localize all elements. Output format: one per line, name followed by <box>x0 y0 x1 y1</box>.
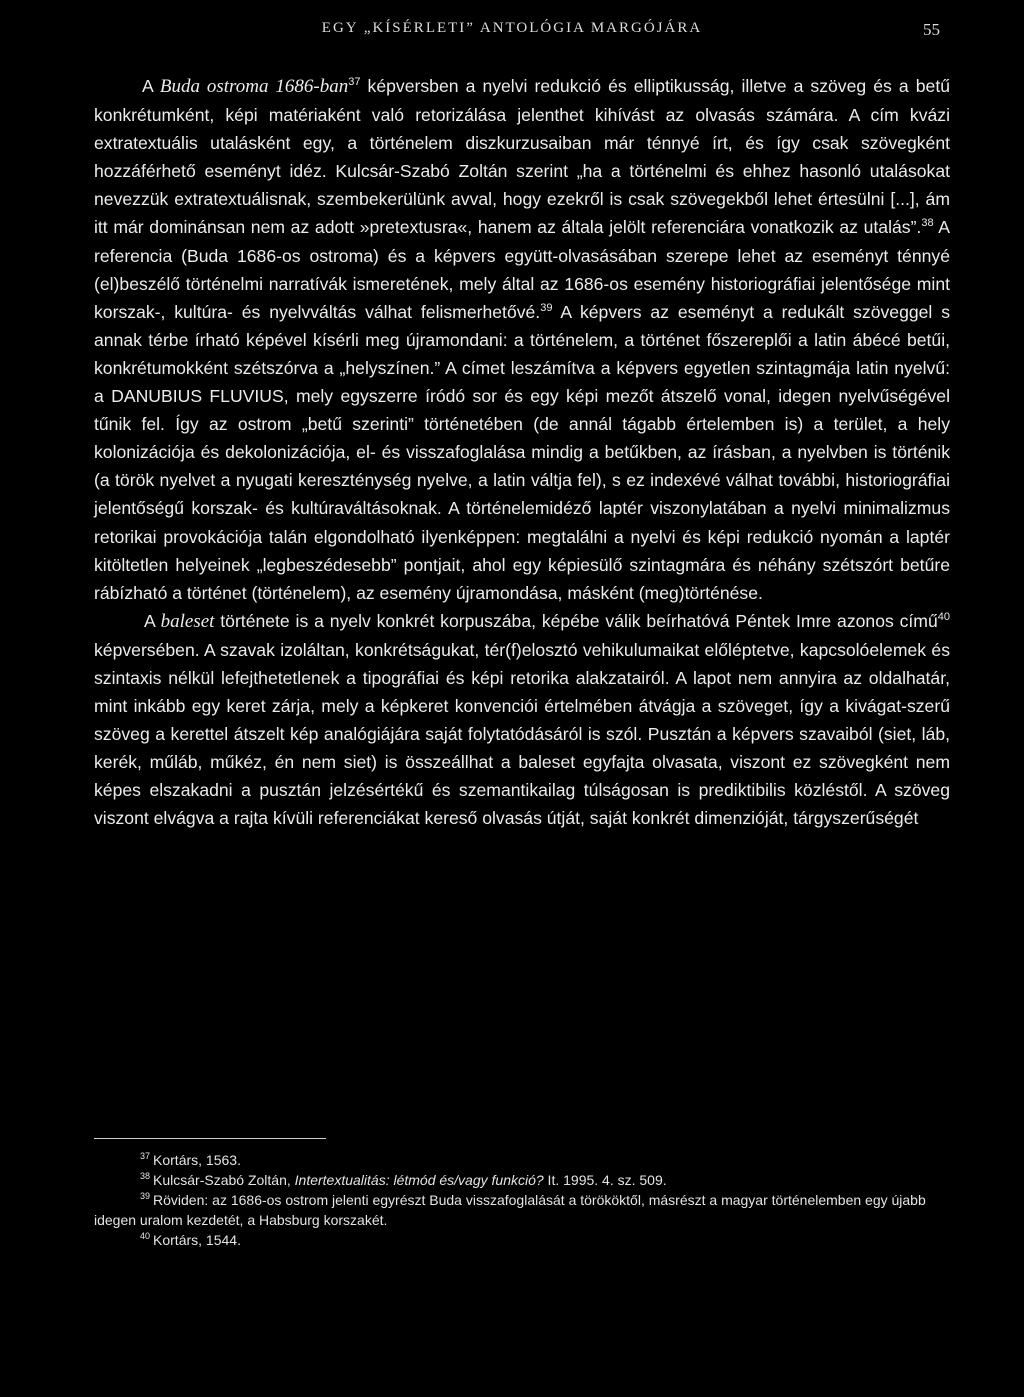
text-run: Kulcsár-Szabó Zoltán, <box>153 1172 295 1188</box>
footnote-reference: 38 <box>921 217 934 230</box>
text-run: Kortárs, 1544. <box>153 1232 241 1248</box>
text-run: A <box>144 610 161 631</box>
footnote-reference: 37 <box>348 76 361 89</box>
italic-text: baleset <box>160 610 215 632</box>
footnote-number: 38 <box>140 1171 151 1182</box>
paragraph <box>94 607 950 833</box>
paragraph <box>94 72 950 607</box>
footnote-separator <box>94 1138 326 1139</box>
italic-text: Buda ostroma 1686-ban <box>159 76 349 97</box>
running-head: EGY „KÍSÉRLETI” ANTOLÓGIA MARGÓJÁRA <box>321 20 703 36</box>
body-text <box>94 72 950 833</box>
footnote-reference: 40 <box>937 610 950 623</box>
text-run: története is a nyelv konkrét korpuszába, képébe válik beírhatóvá Péntek Imre azonos című <box>214 610 938 631</box>
page-header <box>0 20 1024 46</box>
footnote-number: 39 <box>140 1191 151 1202</box>
footnote <box>94 1190 954 1230</box>
footnote-number: 37 <box>140 1151 151 1162</box>
footnote-number: 40 <box>140 1231 151 1242</box>
text-run: A <box>142 76 160 96</box>
text-run: képversében. A szavak izoláltan, konkrétságukat, tér(f)elosztó vehikulumaikat előléptetve, kapcsolóelemek és szintaxis nélkül lefejthetetlenek a tipográfiai és képi retorika alakzatairól. A lapot nem annyira az oldalhatár, mint inkább egy keret zárja, mely a képkeret konvenciói értelmében átvágja a szöveget, így a kivágat-szerű szöveg a kerettel átszelt kép analógiájára saját folytatódásáról is szól. Pusztán a képvers szavaiból (siet, láb, kerék, műláb, műkéz, én nem siet) is összeállhat a baleset egyfajta olvasata, viszont ez szövegként nem képes elszakadni a pusztán jelzésértékű és szemantikailag túlságosan is prediktibilis közléstől. A szöveg viszont elvágva a rajta kívüli referenciákat kereső olvasás útját, saját konkrét dimenzióját, tárgyszerűségét <box>94 639 950 829</box>
text-run: képversben a nyelvi redukció és elliptikusság, illetve a szöveg és a betű konkrétumként, képi matériaként való retorizálása jelenthet kihívást az olvasás számára. A cím kvázi extratextuális utalásként egy, a történelem diszkurzusaiban már ténnyé írt, és így csak szövegként hozzáférhető eseményt idéz. Kulcsár-Szabó Zoltán szerint „ha a történelmi és ehhez hasonló utalásokat nevezzük extratextuálisnak, szembekerülünk avval, hogy ezekről is csak szövegekből lehet értesülni [...], ám itt már dominánsan nem az adott »pretextusra«, hanem az általa jelölt referenciára vonatkozik az utalás”. <box>94 76 950 238</box>
text-run: It. 1995. 4. sz. 509. <box>543 1172 667 1188</box>
footnote <box>94 1230 954 1250</box>
footnotes <box>94 1150 954 1250</box>
text-run: Kortárs, 1563. <box>153 1152 241 1168</box>
text-run: Röviden: az 1686-os ostrom jelenti egyrészt Buda visszafoglalását a törököktől, másrészt a magyar történelemben egy újabb idegen uralom kezdetét, a Habsburg korszakét. <box>94 1192 926 1228</box>
footnote <box>94 1150 954 1170</box>
italic-text: Intertextualitás: létmód és/vagy funkció? <box>294 1172 544 1188</box>
footnote-reference: 39 <box>540 301 553 314</box>
text-run: A referencia (Buda 1686-os ostroma) és a képvers együtt-olvasásában szerepe lehet az eseményt ténnyé (el)beszélő történelmi narratívák ismeretének, mely által az 1686-os esemény historiográfiai jelentősége mint korszak-, kultúra- és nyelvváltás válhat felismerhetővé. <box>94 217 950 322</box>
page-number: 55 <box>923 20 940 39</box>
footnote <box>94 1170 954 1190</box>
text-run: A képvers az eseményt a redukált szöveggel s annak térbe írható képével kísérli meg újramondani: a történelem, a történet főszereplői a latin ábécé betűi, konkrétumokként szétszórva a „helyszínen.” A címet leszámítva a képvers egyetlen szintagmája latin nyelvű: a DANUBIUS FLUVIUS, mely egyszerre íródó sor és egy képi mezőt átszelő vonal, idegen nyelvűségével tűnik fel. Így az ostrom „betű szerinti” történetében (de annál tágabb értelemben is) a terület, a hely kolonizációja és dekolonizációja, el- és visszafoglalása mindig a betűkben, az írásban, a nyelvben is történik (a török nyelvet a nyugati kereszténység nyelve, a latin váltja fel), s ez indexévé válhat további, historiográfiai jelentőségű korszak- és kultúraváltásoknak. A történelemidéző laptér viszonylatában a nyelvi minimalizmus retorikai provokációja talán elgondolható ilyenképpen: megtalálni a nyelvi és képi redukció nyomán a laptér kitöltetlen helyeinek „legbeszédesebb” pontjait, ahol egy képiesülő szintagmára és néhány szétszórt betűre rábízható a történet (történelem), az esemény újramondása, másként (meg)történése. <box>94 301 950 603</box>
